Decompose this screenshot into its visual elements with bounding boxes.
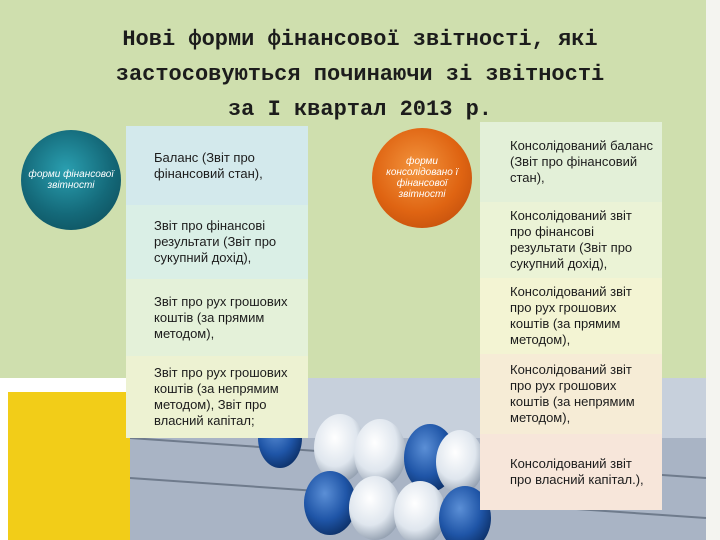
- right-item-income: [480, 202, 662, 278]
- yellow-decor-block: [8, 392, 130, 540]
- right-item-text: Консолідований звіт про рух грошових коштів (за прямим методом),: [510, 284, 632, 347]
- financial-forms-circle: [21, 130, 121, 230]
- left-item-balance: [126, 126, 308, 205]
- right-item-cashflow-indirect: [480, 354, 662, 434]
- right-item-equity: [480, 434, 662, 510]
- consolidated-forms-circle: [372, 128, 472, 228]
- right-item-balance: [480, 122, 662, 202]
- consolidated-forms-circle-label: форми консолідовано ї фінансової звітності: [386, 156, 458, 200]
- slide-edge-band: [706, 0, 720, 540]
- right-item-text: Консолідований звіт про рух грошових коштів (за непрямим методом),: [510, 362, 635, 425]
- slide-title: Нові форми фінансової звітності, які застосовуються починаючи зі звітності за І квартал 2013 р.: [115, 27, 605, 122]
- right-item-text: Консолідований звіт про власний капітал.),: [510, 456, 644, 487]
- right-item-text: Консолідований звіт про фінансові результати (Звіт про сукупний дохід),: [510, 208, 633, 271]
- left-item-cashflow-direct: [126, 279, 308, 356]
- right-item-text: Консолідований баланс (Звіт про фінансовий стан),: [510, 138, 654, 185]
- left-item-text: Звіт про фінансові результати (Звіт про сукупний дохід),: [154, 218, 277, 265]
- left-item-income: [126, 205, 308, 279]
- financial-forms-circle-label: форми фінансової звітності: [28, 169, 114, 191]
- left-item-text: Баланс (Звіт про фінансовий стан),: [154, 149, 263, 181]
- left-item-text: Звіт про рух грошових коштів (за прямим методом),: [154, 293, 288, 341]
- left-item-cashflow-indirect: [126, 356, 308, 438]
- right-item-cashflow-direct: [480, 278, 662, 354]
- left-item-text: Звіт про рух грошових коштів (за непрямим методом), Звіт про власний капітал;: [154, 365, 288, 428]
